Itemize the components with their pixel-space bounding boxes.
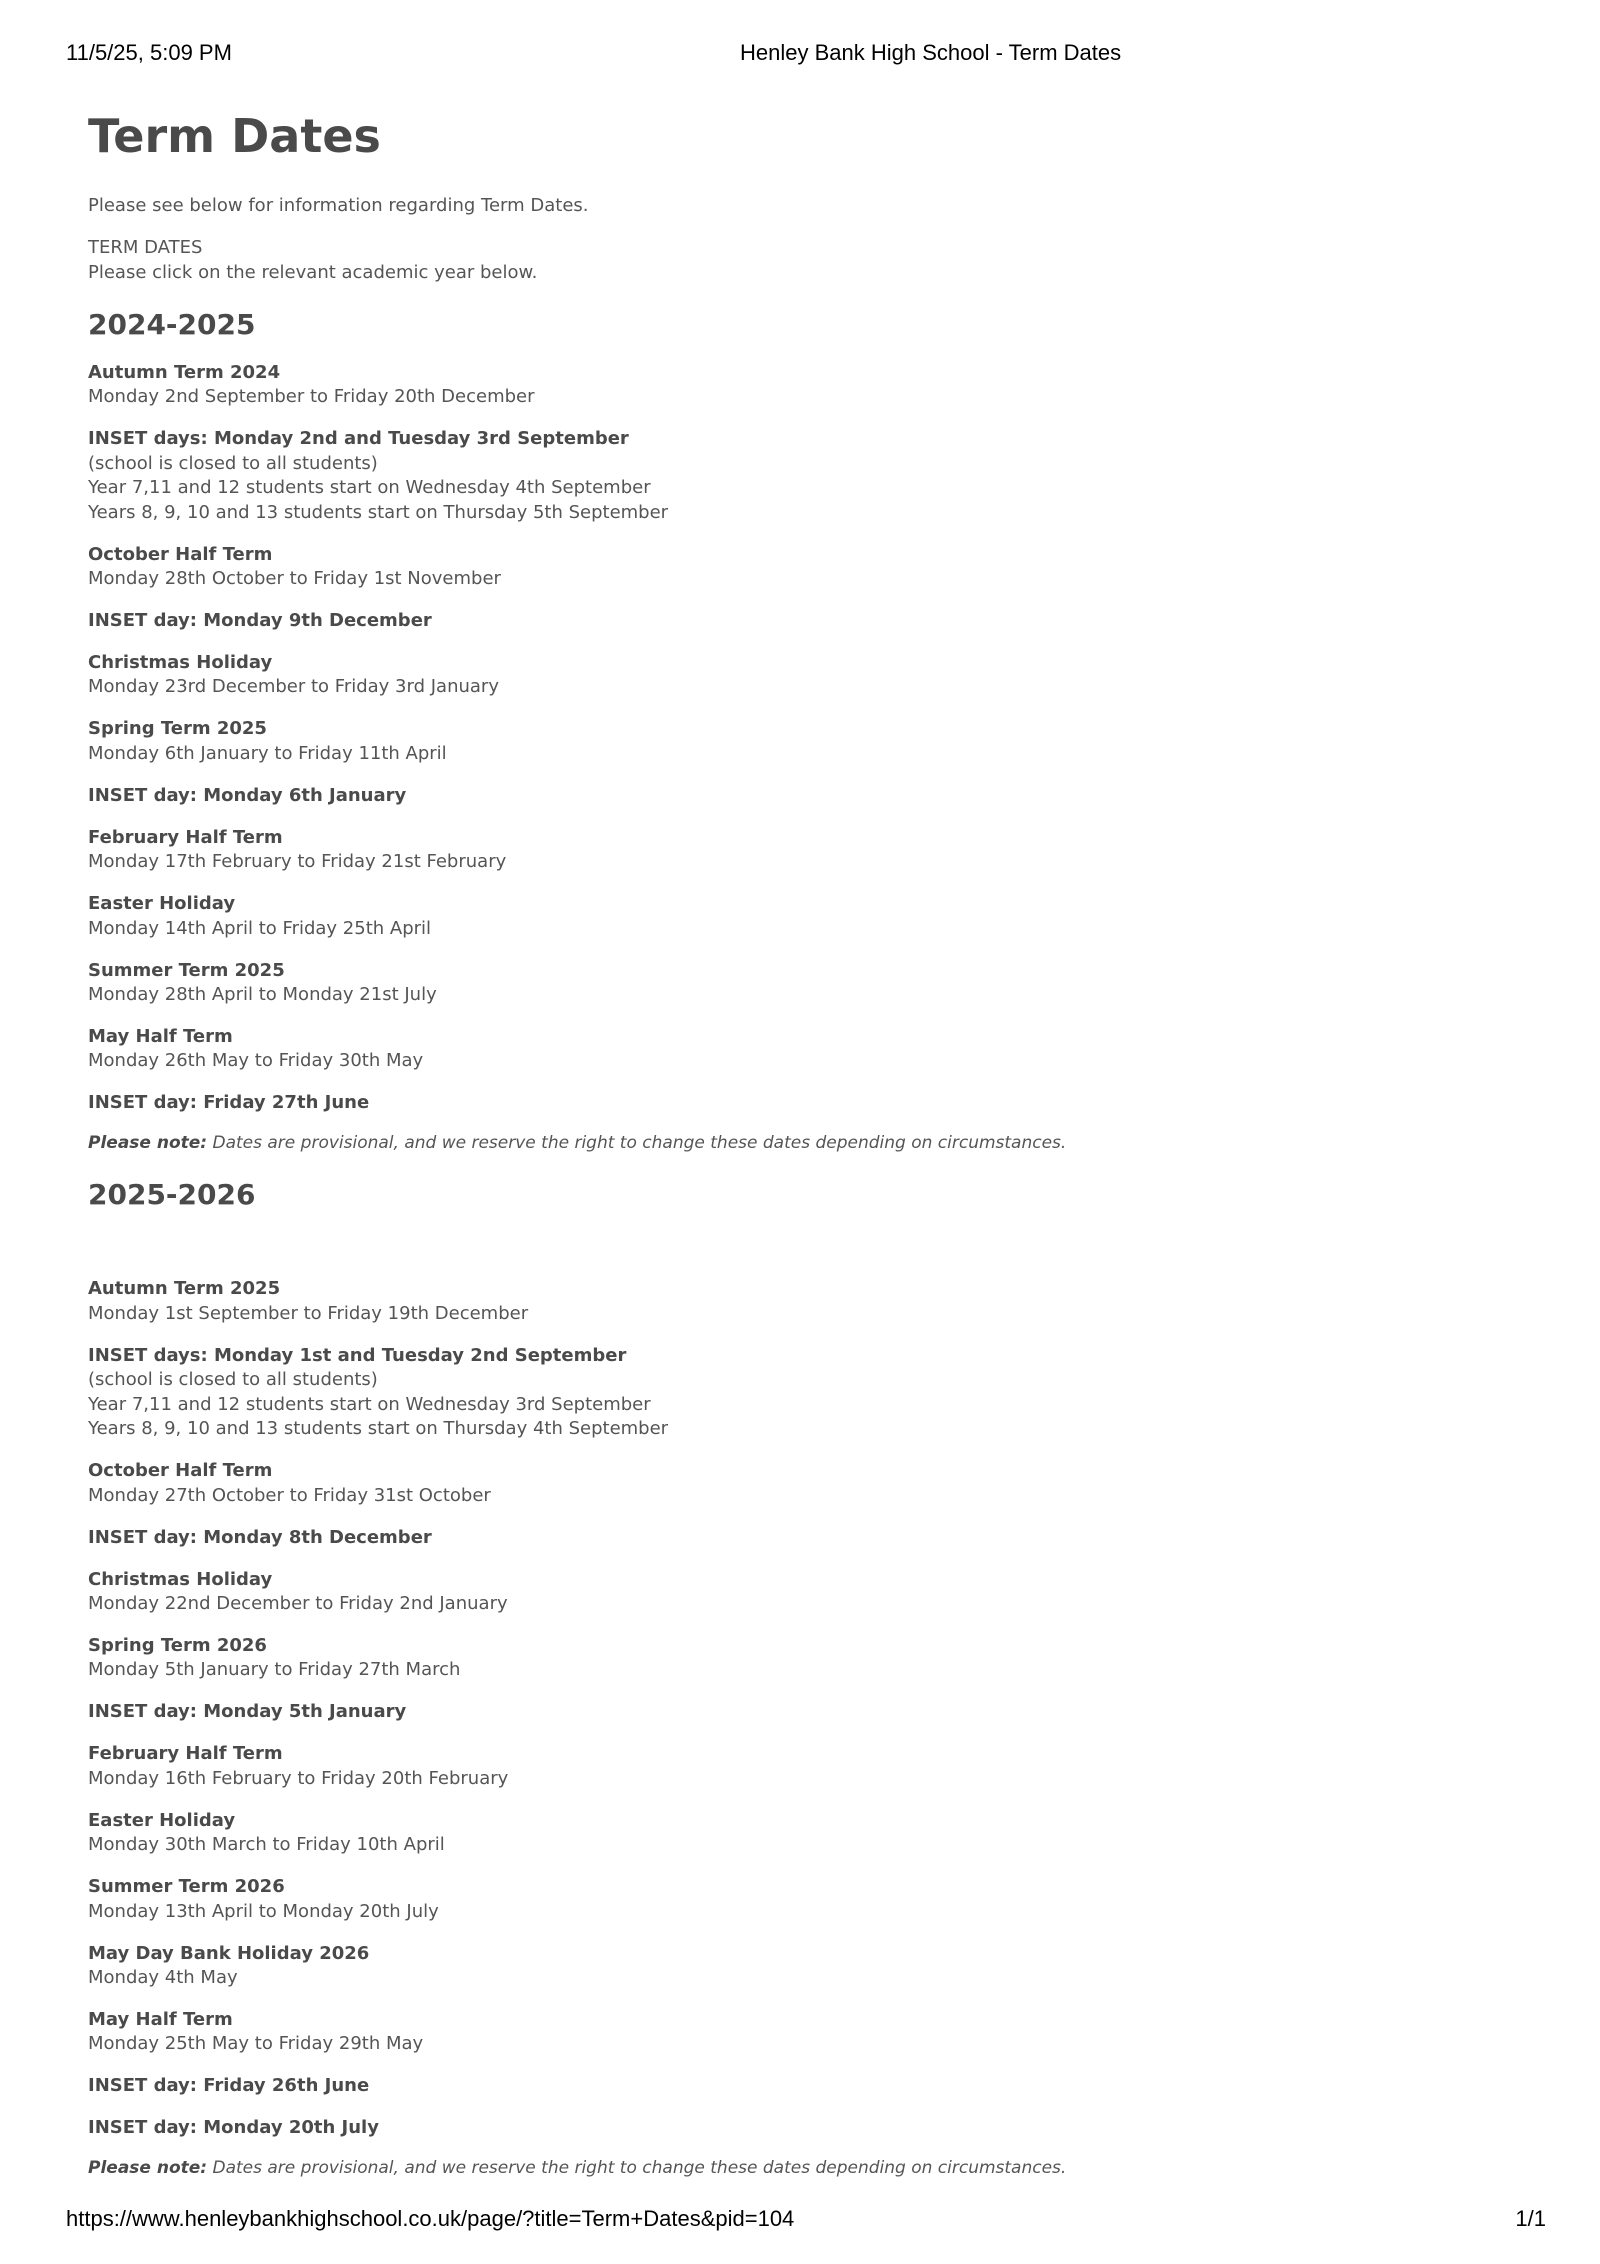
term-date-block <box>88 1277 1488 1326</box>
term-date-label: INSET day: Monday 8th December <box>88 1526 432 1548</box>
term-date-block <box>88 1809 1488 1858</box>
print-url: https://www.henleybankhighschool.co.uk/page/?title=Term+Dates&pid=104 <box>66 2206 795 2231</box>
term-date-block <box>88 1459 1488 1508</box>
term-date-detail: Monday 6th January to Friday 11th April <box>88 742 447 764</box>
term-date-block <box>88 2074 1488 2098</box>
term-date-detail: Monday 1st September to Friday 19th December <box>88 1302 529 1324</box>
term-date-label: INSET days: Monday 2nd and Tuesday 3rd September <box>88 428 629 450</box>
term-date-label: Spring Term 2026 <box>88 1634 267 1656</box>
term-date-label: Summer Term 2026 <box>88 1876 285 1898</box>
term-date-detail: Monday 25th May to Friday 29th May <box>88 2033 424 2055</box>
term-date-block <box>88 826 1488 875</box>
term-date-detail: Monday 16th February to Friday 20th February <box>88 1767 509 1789</box>
term-date-block <box>88 1634 1488 1683</box>
term-date-label: Summer Term 2025 <box>88 959 285 981</box>
term-date-label: INSET day: Monday 9th December <box>88 610 432 632</box>
term-date-block <box>88 2116 1488 2140</box>
term-date-block <box>88 361 1488 410</box>
term-date-label: Spring Term 2025 <box>88 718 267 740</box>
note-text: Dates are provisional, and we reserve the right to change these dates depending on circumstances. <box>212 2158 1067 2179</box>
term-date-block <box>88 1526 1488 1550</box>
term-date-block <box>88 717 1488 766</box>
intro-text: Please see below for information regarding Term Dates. <box>88 195 589 216</box>
print-doc-title: Henley Bank High School - Term Dates <box>740 40 1122 65</box>
term-date-block <box>88 1942 1488 1991</box>
term-date-detail: Monday 14th April to Friday 25th April <box>88 917 432 939</box>
print-header <box>0 40 1600 70</box>
term-date-detail: Monday 23rd December to Friday 3rd January <box>88 676 499 698</box>
print-datetime: 11/5/25, 5:09 PM <box>66 40 232 65</box>
term-date-block <box>88 1091 1488 1115</box>
term-date-label: October Half Term <box>88 543 273 565</box>
term-date-label: INSET day: Friday 26th June <box>88 2075 370 2097</box>
term-date-label: INSET day: Monday 6th January <box>88 784 407 806</box>
term-date-detail: Monday 5th January to Friday 27th March <box>88 1659 461 1681</box>
term-date-block <box>88 1875 1488 1924</box>
provisional-note <box>88 1131 1488 1155</box>
term-date-detail: Monday 17th February to Friday 21st February <box>88 851 507 873</box>
term-date-block <box>88 1025 1488 1074</box>
term-date-block <box>88 959 1488 1008</box>
term-date-block <box>88 609 1488 633</box>
term-date-label: October Half Term <box>88 1460 273 1482</box>
term-date-detail: Monday 27th October to Friday 31st October <box>88 1484 491 1506</box>
term-date-block <box>88 892 1488 941</box>
note-label: Please note: <box>88 2158 208 2179</box>
year-heading-2025-2026[interactable]: 2025-2026 <box>88 1178 256 1212</box>
term-date-label: February Half Term <box>88 1743 283 1765</box>
print-footer <box>0 2206 1600 2236</box>
term-date-block <box>88 784 1488 808</box>
instruction-text: Please click on the relevant academic year below. <box>88 261 538 283</box>
print-page-count: 1/1 <box>1515 2206 1546 2231</box>
term-date-label: INSET day: Monday 20th July <box>88 2117 379 2139</box>
term-date-detail: Years 8, 9, 10 and 13 students start on Thursday 5th September <box>88 501 669 523</box>
term-date-detail: Years 8, 9, 10 and 13 students start on Thursday 4th September <box>88 1418 669 1440</box>
term-date-label: Autumn Term 2025 <box>88 1278 281 1300</box>
term-date-label: Easter Holiday <box>88 893 236 915</box>
term-date-block <box>88 1742 1488 1791</box>
term-date-detail: Monday 13th April to Monday 20th July <box>88 1900 439 1922</box>
term-date-label: INSET day: Monday 5th January <box>88 1701 407 1723</box>
term-date-block <box>88 2008 1488 2057</box>
term-date-label: February Half Term <box>88 826 283 848</box>
note-text: Dates are provisional, and we reserve the right to change these dates depending on circumstances. <box>212 1133 1067 1154</box>
term-date-block <box>88 1568 1488 1617</box>
term-date-detail: (school is closed to all students) <box>88 452 378 474</box>
page-title: Term Dates <box>88 109 381 163</box>
term-date-detail: Monday 22nd December to Friday 2nd January <box>88 1592 508 1614</box>
year-2025-2026-list <box>88 1277 1488 2180</box>
term-date-label: Autumn Term 2024 <box>88 362 281 383</box>
year-heading-2024-2025[interactable]: 2024-2025 <box>88 308 256 341</box>
term-date-detail: Monday 28th October to Friday 1st November <box>88 568 501 590</box>
term-date-label: Christmas Holiday <box>88 652 273 674</box>
term-date-detail: Year 7,11 and 12 students start on Wednesday 4th September <box>88 477 651 499</box>
term-date-detail: Year 7,11 and 12 students start on Wednesday 3rd September <box>88 1393 651 1415</box>
term-date-detail: Monday 26th May to Friday 30th May <box>88 1050 424 1072</box>
term-date-label: May Half Term <box>88 1026 233 1048</box>
term-date-block <box>88 1700 1488 1724</box>
term-date-block <box>88 427 1488 525</box>
page-content <box>88 104 1488 2180</box>
term-date-label: INSET days: Monday 1st and Tuesday 2nd September <box>88 1344 627 1366</box>
year-2024-2025-list <box>88 361 1488 1155</box>
term-date-block <box>88 543 1488 592</box>
note-label: Please note: <box>88 1133 208 1154</box>
section-label: TERM DATES <box>88 237 203 258</box>
term-date-detail: Monday 4th May <box>88 1966 238 1988</box>
term-date-detail: Monday 28th April to Monday 21st July <box>88 984 437 1006</box>
term-date-detail: (school is closed to all students) <box>88 1369 378 1391</box>
term-date-detail: Monday 2nd September to Friday 20th December <box>88 386 535 408</box>
provisional-note <box>88 2156 1488 2180</box>
term-date-block <box>88 1344 1488 1442</box>
intro-block <box>88 236 1488 285</box>
term-date-label: Easter Holiday <box>88 1809 236 1831</box>
term-date-detail: Monday 30th March to Friday 10th April <box>88 1834 445 1856</box>
term-date-label: May Half Term <box>88 2008 233 2030</box>
term-date-label: INSET day: Friday 27th June <box>88 1092 370 1114</box>
term-date-label: May Day Bank Holiday 2026 <box>88 1942 370 1964</box>
term-date-block <box>88 651 1488 700</box>
term-date-label: Christmas Holiday <box>88 1568 273 1590</box>
